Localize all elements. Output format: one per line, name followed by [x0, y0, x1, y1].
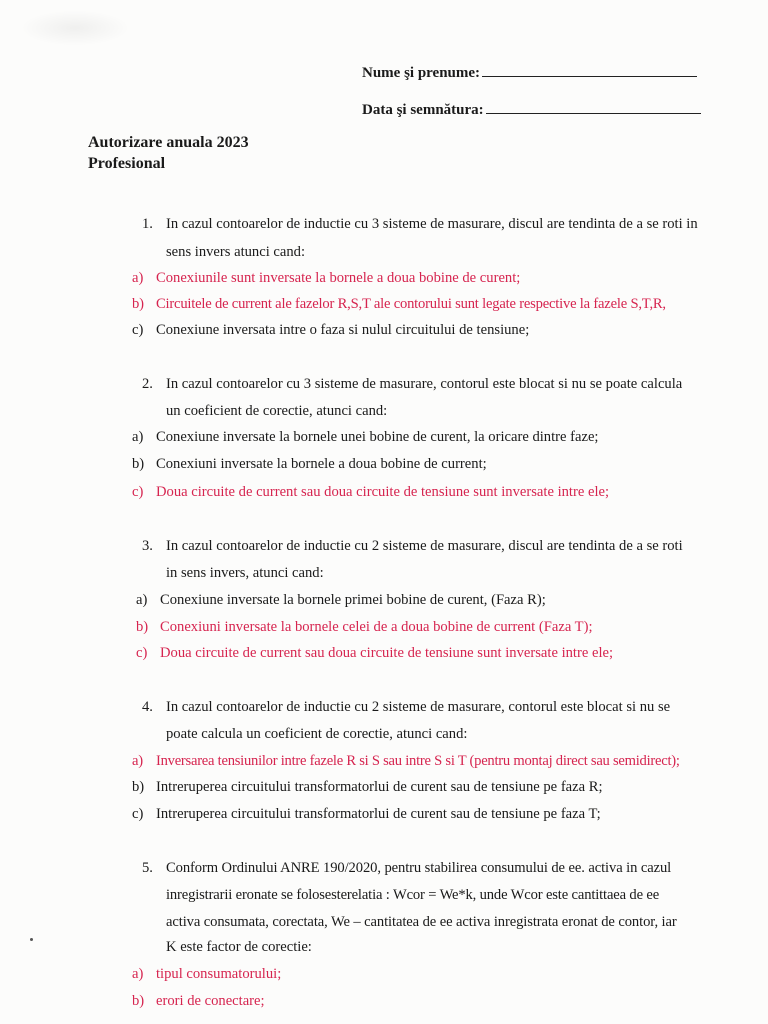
option-a	[132, 966, 281, 983]
question-number: 5.	[142, 860, 153, 876]
question-text: In cazul contoarelor de inductie cu 3 sisteme de masurare, discul are tendinta de a se roti in	[166, 216, 698, 232]
name-field	[362, 62, 697, 82]
option-letter: c)	[132, 806, 144, 822]
option-text: Inversarea tensiunilor intre fazele R si S sau intre S si T (pentru montaj direct sau semidirect);	[156, 753, 680, 769]
option-c	[132, 484, 609, 501]
option-c	[132, 806, 601, 823]
option-b	[136, 619, 593, 636]
option-letter: c)	[136, 645, 148, 661]
option-text: Conexiune inversate la bornele unei bobine de curent, la oricare dintre faze;	[156, 429, 599, 445]
date-signature-blank-line	[486, 99, 701, 114]
option-letter: a)	[132, 429, 144, 445]
option-letter: a)	[132, 753, 143, 769]
question-text: In cazul contoarelor de inductie cu 2 sisteme de masurare, discul are tendinta de a se roti	[166, 538, 683, 554]
question-text: K este factor de corectie:	[166, 939, 312, 955]
option-text: Doua circuite de current sau doua circuite de tensiune sunt inversate intre ele;	[156, 484, 610, 500]
option-a	[132, 753, 680, 770]
name-blank-line	[482, 62, 697, 77]
scan-smudge	[20, 10, 130, 46]
question-number: 1.	[142, 216, 153, 232]
question-text: In cazul contoarelor cu 3 sisteme de masurare, contorul este blocat si nu se poate calcula	[166, 376, 683, 392]
question-number: 2.	[142, 376, 153, 392]
option-letter: a)	[132, 966, 144, 982]
question-text: in sens invers, atunci cand:	[166, 565, 324, 581]
option-c	[132, 322, 529, 339]
option-b	[132, 779, 603, 796]
question-text: poate calcula un coeficient de corectie, atunci cand:	[166, 726, 468, 742]
date-signature-label: Data şi semnătura:	[362, 102, 484, 118]
question-text: activa consumata, corectata, We – cantitatea de ee activa inregistrata eronat de contor, iar	[166, 914, 677, 930]
option-text: Intreruperea circuitului transformatorlui de curent sau de tensiune pe faza R;	[156, 779, 603, 795]
option-b	[132, 456, 487, 473]
option-c	[136, 645, 613, 662]
date-signature-field	[362, 99, 701, 119]
option-text: Circuitele de current ale fazelor R,S,T ale contorului sunt legate respective la fazele S,T,R,	[156, 296, 666, 312]
question-text: Conform Ordinului ANRE 190/2020, pentru stabilirea consumului de ee. activa in cazul	[166, 860, 672, 876]
option-text: tipul consumatorului;	[156, 966, 282, 982]
option-text: Intreruperea circuitului transformatorlui de curent sau de tensiune pe faza T;	[156, 806, 601, 822]
option-text: Conexiuni inversate la bornele celei de a doua bobine de current (Faza T);	[160, 619, 593, 635]
option-text: erori de conectare;	[156, 993, 265, 1009]
question-text: In cazul contoarelor de inductie cu 2 sisteme de masurare, contorul este blocat si nu se	[166, 699, 671, 715]
scan-dot	[30, 938, 33, 941]
document-subtitle: Profesional	[88, 155, 166, 172]
option-text: Conexiunile sunt inversate la bornele a doua bobine de curent;	[156, 270, 521, 286]
question-text: inregistrarii eronate se folosesterelatia : Wcor = We*k, unde Wcor este cantittaea de ee	[166, 887, 660, 903]
question-number: 3.	[142, 538, 153, 554]
name-label: Nume şi prenume:	[362, 65, 481, 81]
option-letter: c)	[132, 322, 144, 338]
question-text: sens invers atunci cand:	[166, 244, 306, 260]
question-text: un coeficient de corectie, atunci cand:	[166, 403, 388, 419]
option-letter: b)	[132, 779, 145, 795]
option-a	[132, 429, 598, 446]
option-letter: b)	[132, 993, 145, 1009]
option-b	[132, 993, 265, 1010]
option-letter: b)	[132, 456, 145, 472]
option-letter: b)	[136, 619, 149, 635]
option-a	[132, 270, 520, 287]
option-text: Doua circuite de current sau doua circuite de tensiune sunt inversate intre ele;	[160, 645, 614, 661]
document-title: Autorizare anuala 2023	[88, 134, 249, 151]
option-letter: a)	[136, 592, 148, 608]
option-letter: a)	[132, 270, 144, 286]
option-letter: b)	[132, 296, 144, 312]
option-text: Conexiuni inversate la bornele a doua bobine de current;	[156, 456, 487, 472]
question-number: 4.	[142, 699, 153, 715]
option-a	[136, 592, 546, 609]
option-b	[132, 296, 666, 313]
option-letter: c)	[132, 484, 144, 500]
option-text: Conexiune inversate la bornele primei bobine de curent, (Faza R);	[160, 592, 546, 608]
option-text: Conexiune inversata intre o faza si nulul circuitului de tensiune;	[156, 322, 530, 338]
